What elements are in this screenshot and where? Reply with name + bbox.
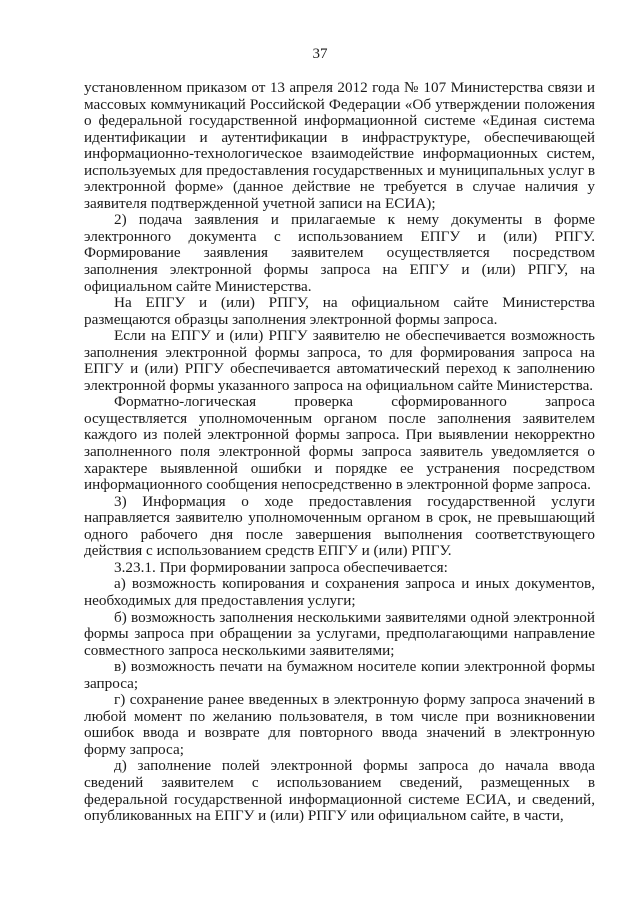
- paragraph: На ЕПГУ и (или) РПГУ, на официальном сайте Министерства размещаются образцы заполнения электронной формы запроса.: [84, 294, 595, 328]
- list-item: г) сохранение ранее введенных в электронную форму запроса значений в любой момент по желанию пользователя, в том числе при возникновении ошибок ввода и возврате для повторного ввода значений в электронную форму запроса;: [84, 691, 595, 758]
- list-item: д) заполнение полей электронной формы запроса до начала ввода сведений заявителем с использованием сведений, размещенных в федеральной государственной информационной системе ЕСИА, и сведений, опубликованных на ЕПГУ и (или) РПГУ или официальном сайте, в части,: [84, 757, 595, 825]
- paragraph: установленном приказом от 13 апреля 2012 года № 107 Министерства связи и массовых коммуникаций Российской Федерации «Об утверждении положения о федеральной государственной информационной системе «Единая система идентификации и аутентификации в инфраструктуре, обеспечивающей информационно-технологическое взаимодействие информационных систем, используемых для предоставления государственных и муниципальных услуг в электронной форме» (данное действие не требуется в случае наличия у заявителя подтвержденной учетной записи на ЕСИА);: [84, 79, 595, 212]
- document-body: [84, 80, 595, 825]
- paragraph: 3) Информация о ходе предоставления государственной услуги направляется заявителю уполномоченным органом в срок, не превышающий одного рабочего дня после завершения выполнения соответствующего действия с использованием средств ЕПГУ и (или) РПГУ.: [84, 492, 595, 560]
- paragraph: 3.23.1. При формировании запроса обеспечивается:: [114, 558, 448, 576]
- paragraph: Если на ЕПГУ и (или) РПГУ заявителю не обеспечивается возможность заполнения электронной формы запроса, то для формирования запроса на ЕПГУ и (или) РПГУ обеспечивается автоматический переход к заполнению электронной формы указанного запроса на официальном сайте Министерства.: [84, 327, 595, 394]
- paragraph: 2) подача заявления и прилагаемые к нему документы в форме электронного документа с использованием ЕПГУ и (или) РПГУ. Формирование заявления заявителем осуществляется посредством заполнения электронной формы запроса на ЕПГУ и (или) РПГУ, на официальном сайте Министерства.: [84, 211, 595, 295]
- list-item: в) возможность печати на бумажном носителе копии электронной формы запроса;: [84, 658, 595, 692]
- list-item: а) возможность копирования и сохранения запроса и иных документов, необходимых для предоставления услуги;: [84, 575, 595, 609]
- paragraph: Форматно-логическая проверка сформированного запроса осуществляется уполномоченным органом после заполнения заявителем каждого из полей электронной формы запроса. При выявлении некорректно заполненного поля электронной формы запроса заявитель уведомляется о характере выявленной ошибки и порядке ее устранения посредством информационного сообщения непосредственно в электронной форме запроса.: [84, 393, 595, 494]
- list-item: б) возможность заполнения несколькими заявителями одной электронной формы запроса при обращении за услугами, предполагающими направление совместного запроса несколькими заявителями;: [84, 608, 595, 659]
- page-number: 37: [312, 46, 328, 62]
